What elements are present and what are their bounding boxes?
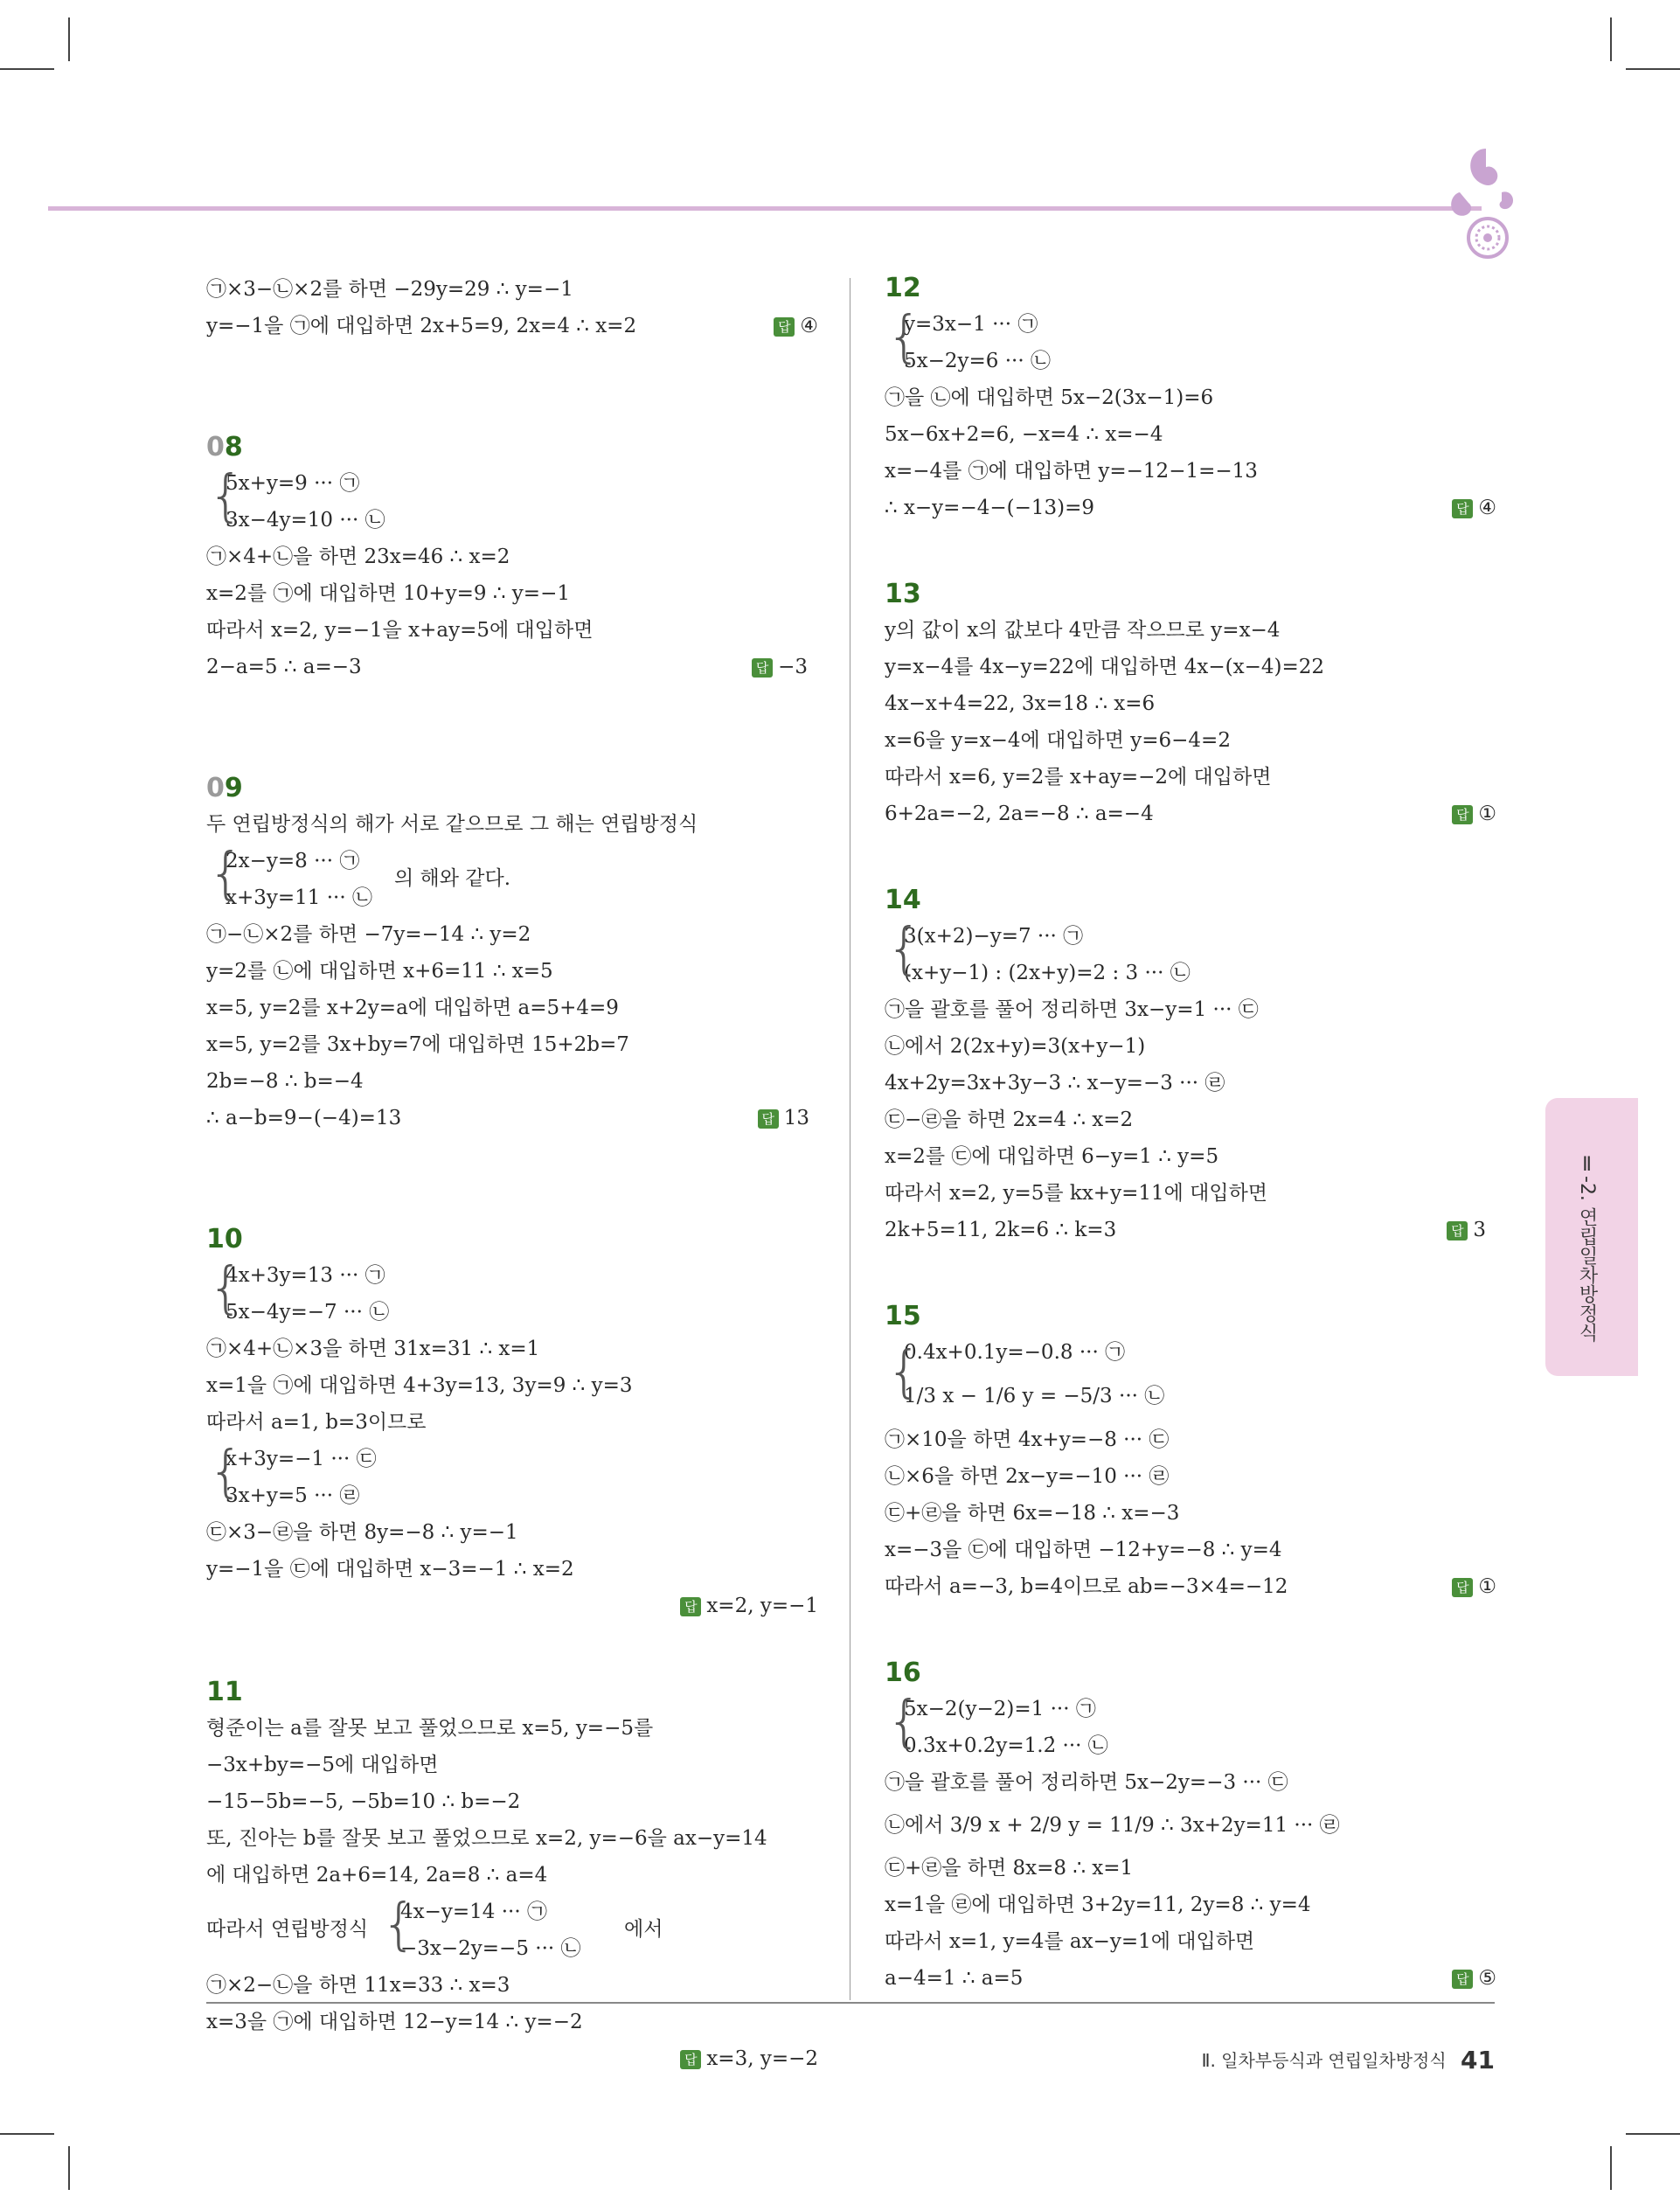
solution-line: −3x+by=−5에 대입하면	[206, 1754, 439, 1776]
problem-16	[885, 1656, 1496, 1997]
answer-value: ①	[1478, 803, 1496, 825]
problem-number	[206, 771, 818, 806]
equation-system	[206, 1257, 818, 1331]
solution-line: ㉢×3−㉣을 하면 8y=−8 ∴ y=−1	[206, 1521, 518, 1544]
problem-09	[206, 771, 818, 1136]
answer-value: ④	[1478, 497, 1496, 519]
answer-icon: 답	[1447, 1221, 1468, 1240]
problem-number: 12	[885, 273, 921, 303]
solution-line: y=−1을 ㉢에 대입하면 x−3=−1 ∴ x=2	[206, 1558, 574, 1581]
spacer	[885, 832, 1496, 876]
answer	[774, 308, 818, 344]
system-prefix: 따라서 연립방정식	[206, 1918, 369, 1941]
solution-line	[885, 1568, 1496, 1605]
solution-line: 따라서 x=2, y=−1을 x+ay=5에 대입하면	[206, 619, 594, 642]
equation: −3x−2y=−5 ··· ㉡	[400, 1937, 581, 1960]
equation: x+3y=11 ··· ㉡	[226, 886, 372, 909]
solution-line: x=−3을 ㉢에 대입하면 −12+y=−8 ∴ y=4	[885, 1539, 1282, 1561]
answer	[1452, 490, 1496, 526]
crop-mark	[68, 2146, 70, 2190]
answer	[1452, 1960, 1496, 1997]
solution-line: ㉠×10을 하면 4x+y=−8 ··· ㉢	[885, 1428, 1170, 1451]
brace-icon: {	[208, 1256, 244, 1321]
problem-number: 14	[885, 885, 921, 915]
spacer	[885, 1248, 1496, 1292]
solution-line: ㉠−㉡×2를 하면 −7y=−14 ∴ y=2	[206, 923, 531, 946]
solution-line: 4x−x+4=22, 3x=18 ∴ x=6	[885, 692, 1156, 715]
answer-icon: 답	[680, 2050, 701, 2069]
number-lead: 0	[206, 773, 225, 803]
solution-line: x=2를 ㉠에 대입하면 10+y=9 ∴ y=−1	[206, 582, 570, 605]
number-lead: 0	[206, 432, 225, 462]
solution-line: 또, 진아는 b를 잘못 보고 풀었으므로 x=2, y=−6을 ax−y=14	[206, 1827, 767, 1850]
brace-icon: {	[208, 1440, 244, 1505]
solution-line: ㉡×6을 하면 2x−y=−10 ··· ㉣	[885, 1465, 1170, 1488]
number-rest: 9	[224, 773, 243, 803]
solution-line: x=−4를 ㉠에 대입하면 y=−12−1=−13	[885, 460, 1258, 483]
solution-line: ㉢+㉣을 하면 8x=8 ∴ x=1	[885, 1857, 1134, 1880]
answer-icon: 답	[680, 1597, 701, 1616]
solution-line: x=1을 ㉠에 대입하면 4+3y=13, 3y=9 ∴ y=3	[206, 1374, 633, 1397]
solution-line: 두 연립방정식의 해가 서로 같으므로 그 해는 연립방정식	[206, 813, 698, 836]
equation: 3x+y=5 ··· ㉣	[226, 1484, 360, 1507]
equation: 0.3̇x+0.2̇y=1.2̇ ··· ㉡	[904, 1734, 1108, 1757]
answer-icon: 답	[1452, 1970, 1473, 1989]
spacer	[206, 685, 818, 764]
flourish-decoration-icon	[1434, 140, 1521, 262]
solution-line: 형준이는 a를 잘못 보고 풀었으므로 x=5, y=−5를	[206, 1717, 654, 1740]
crop-mark	[1626, 2133, 1680, 2135]
answer-icon: 답	[752, 658, 773, 678]
equation: 5x−2(y−2)=1 ··· ㉠	[904, 1698, 1096, 1720]
solution-text: 2k+5=11, 2k=6 ∴ k=3	[885, 1219, 1117, 1241]
solution-line: 따라서 x=1, y=4를 ax−y=1에 대입하면	[885, 1930, 1255, 1953]
brace-icon: {	[381, 1893, 417, 1957]
answer-value: 3	[1473, 1219, 1486, 1241]
equation-system	[206, 1894, 818, 1967]
equation: 2x−y=8 ··· ㉠	[226, 850, 360, 872]
system-suffix: 에서	[624, 1918, 663, 1941]
page-footer	[1202, 2046, 1495, 2074]
solution-line: x=3을 ㉠에 대입하면 12−y=14 ∴ y=−2	[206, 2011, 583, 2033]
brace-icon: {	[886, 1690, 922, 1755]
equation-system	[885, 1691, 1496, 1764]
brace-icon: {	[208, 842, 244, 907]
equation-system	[885, 1334, 1496, 1421]
crop-mark	[0, 68, 54, 70]
problem-15	[885, 1299, 1496, 1605]
solution-line: ㉡에서 3/9 x + 2/9 y = 11/9 ∴ 3x+2y=11 ··· ㉣	[885, 1814, 1340, 1837]
solution-line: ㉢−㉣을 하면 2x=4 ∴ x=2	[885, 1108, 1134, 1131]
solution-text: ∴ a−b=9−(−4)=13	[206, 1107, 402, 1129]
equation-system	[885, 306, 1496, 379]
solution-line: x=6을 y=x−4에 대입하면 y=6−4=2	[885, 729, 1231, 752]
section-tab-label: Ⅱ-2. 연립일차방정식	[1576, 1154, 1598, 1342]
answer-value: x=2, y=−1	[706, 1595, 818, 1617]
solution-line: ㉠×4+㉡×3을 하면 31x=31 ∴ x=1	[206, 1338, 540, 1360]
equation: 0.4x+0.1y=−0.8 ··· ㉠	[904, 1341, 1126, 1364]
problem-number	[206, 430, 818, 465]
solution-text: 6+2a=−2, 2a=−8 ∴ a=−4	[885, 803, 1154, 825]
solution-line: y의 값이 x의 값보다 4만큼 작으므로 y=x−4	[885, 619, 1281, 642]
solution-line: ㉠을 ㉡에 대입하면 5x−2(3x−1)=6	[885, 386, 1214, 409]
solution-line	[885, 490, 1496, 526]
crop-mark	[0, 2133, 54, 2135]
answer	[758, 1100, 809, 1136]
answer	[206, 1588, 818, 1624]
problem-14	[885, 883, 1496, 1248]
solution-text: a−4=1 ∴ a=5	[885, 1967, 1024, 1990]
answer	[1447, 1212, 1486, 1248]
crop-mark	[68, 17, 70, 61]
answer-icon: 답	[1452, 805, 1473, 824]
solution-text: 2−a=5 ∴ a=−3	[206, 656, 362, 678]
solution-line: 4x+2y=3x+3y−3 ∴ x−y=−3 ··· ㉣	[885, 1072, 1225, 1095]
problem-number: 13	[885, 579, 921, 609]
spacer	[885, 1605, 1496, 1649]
solution-text: ∴ x−y=−4−(−13)=9	[885, 497, 1095, 519]
equation-system	[885, 918, 1496, 991]
spacer	[206, 1624, 818, 1668]
problem-13	[885, 577, 1496, 832]
answer-icon: 답	[1452, 1578, 1473, 1597]
equation: 5x−4y=−7 ··· ㉡	[226, 1301, 390, 1324]
solution-line: y=x−4를 4x−y=22에 대입하면 4x−(x−4)=22	[885, 656, 1325, 678]
equation-system	[206, 843, 818, 916]
answer-icon: 답	[774, 317, 795, 337]
problem-12	[885, 271, 1496, 526]
crop-mark	[1626, 68, 1680, 70]
solution-line	[206, 1100, 818, 1136]
equation: 4x+3y=13 ··· ㉠	[226, 1264, 385, 1287]
solution-line	[885, 1960, 1496, 1997]
page-number: 41	[1461, 2046, 1495, 2074]
brace-icon: {	[886, 1340, 922, 1405]
solution-line: x=5, y=2를 x+2y=a에 대입하면 a=5+4=9	[206, 997, 619, 1019]
spacer	[885, 526, 1496, 570]
answer	[206, 2040, 818, 2077]
answer	[1452, 1568, 1496, 1605]
solution-line: 2b=−8 ∴ b=−4	[206, 1070, 364, 1093]
equation: 3x−4y=10 ··· ㉡	[226, 509, 385, 532]
brace-icon: {	[208, 464, 244, 529]
chapter-title: Ⅱ. 일차부등식과 연립일차방정식	[1201, 2050, 1447, 2071]
solution-line: 따라서 x=2, y=5를 kx+y=11에 대입하면	[885, 1182, 1268, 1205]
problem-08	[206, 430, 818, 685]
solution-line	[885, 1212, 1496, 1248]
solution-line: y=2를 ㉡에 대입하면 x+6=11 ∴ x=5	[206, 960, 553, 983]
solution-line: ㉠×4+㉡을 하면 23x=46 ∴ x=2	[206, 546, 510, 568]
solution-line	[206, 308, 818, 344]
equation-system	[206, 1441, 818, 1514]
problem-10	[206, 1222, 818, 1624]
system-suffix: 의 해와 같다.	[394, 867, 511, 890]
equation: 5x+y=9 ··· ㉠	[226, 472, 360, 495]
crop-mark	[1610, 2146, 1612, 2190]
spacer	[206, 1136, 818, 1215]
solution-line: −15−5b=−5, −5b=10 ∴ b=−2	[206, 1790, 521, 1813]
answer-value: ④	[800, 315, 818, 337]
header-rule	[48, 206, 1482, 211]
solution-line: ㉠×3−㉡×2를 하면 −29y=29 ∴ y=−1	[206, 278, 573, 301]
solution-line: ㉡에서 2(2x+y)=3(x+y−1)	[885, 1035, 1146, 1058]
answer	[1452, 796, 1496, 832]
solution-line: ㉢+㉣을 하면 6x=−18 ∴ x=−3	[885, 1502, 1180, 1525]
solution-line: 따라서 x=6, y=2를 x+ay=−2에 대입하면	[885, 766, 1272, 789]
answer-value: ①	[1478, 1575, 1496, 1598]
solution-line: ㉠을 괄호를 풀어 정리하면 5x−2y=−3 ··· ㉢	[885, 1771, 1288, 1794]
crop-mark	[1610, 17, 1612, 61]
solution-line	[885, 796, 1496, 832]
equation: 5x−2y=6 ··· ㉡	[904, 350, 1051, 372]
equation: x+3y=−1 ··· ㉢	[226, 1448, 377, 1470]
solution-line: ㉠을 괄호를 풀어 정리하면 3x−y=1 ··· ㉢	[885, 998, 1259, 1021]
left-column	[206, 271, 818, 2077]
solution-line: x=1을 ㉣에 대입하면 3+2y=11, 2y=8 ∴ y=4	[885, 1894, 1311, 1916]
problem-number: 16	[885, 1657, 921, 1688]
solution-line: ㉠×2−㉡을 하면 11x=33 ∴ x=3	[206, 1974, 510, 1997]
number-rest: 8	[224, 432, 243, 462]
equation: (x+y−1) : (2x+y)=2 : 3 ··· ㉡	[904, 962, 1191, 984]
solution-line: 에 대입하면 2a+6=14, 2a=8 ∴ a=4	[206, 1864, 548, 1887]
answer-value: ⑤	[1478, 1967, 1496, 1990]
problem-continued	[206, 271, 818, 344]
solution-text: y=−1을 ㉠에 대입하면 2x+5=9, 2x=4 ∴ x=2	[206, 315, 637, 337]
problem-number: 15	[885, 1301, 921, 1331]
solution-text: 따라서 a=−3, b=4이므로 ab=−3×4=−12	[885, 1575, 1288, 1598]
answer-value: −3	[778, 656, 808, 678]
equation: y=3x−1 ··· ㉠	[904, 313, 1038, 336]
answer-icon: 답	[758, 1109, 779, 1129]
equation: 3(x+2)−y=7 ··· ㉠	[904, 925, 1084, 948]
solution-line: 따라서 a=1, b=3이므로	[206, 1411, 427, 1434]
answer	[752, 649, 808, 685]
answer-icon: 답	[1452, 499, 1473, 518]
solution-line: 5x−6x+2=6, −x=4 ∴ x=−4	[885, 423, 1163, 446]
answer-value: 13	[783, 1107, 809, 1129]
brace-icon: {	[886, 917, 922, 982]
problem-number: 11	[206, 1677, 243, 1707]
equation-system	[206, 465, 818, 539]
spacer	[206, 344, 818, 423]
answer-value: x=3, y=−2	[706, 2047, 818, 2070]
equation: 4x−y=14 ··· ㉠	[400, 1901, 547, 1923]
equation: 1/3 x − 1/6 y = −5/3 ··· ㉡	[904, 1385, 1165, 1407]
solution-line: x=2를 ㉢에 대입하면 6−y=1 ∴ y=5	[885, 1145, 1219, 1168]
solution-line: x=5, y=2를 3x+by=7에 대입하면 15+2b=7	[206, 1033, 629, 1056]
problem-number: 10	[206, 1224, 243, 1254]
right-column	[885, 271, 1496, 1997]
solution-line	[206, 649, 818, 685]
brace-icon: {	[886, 305, 922, 370]
problem-11	[206, 1675, 818, 2077]
